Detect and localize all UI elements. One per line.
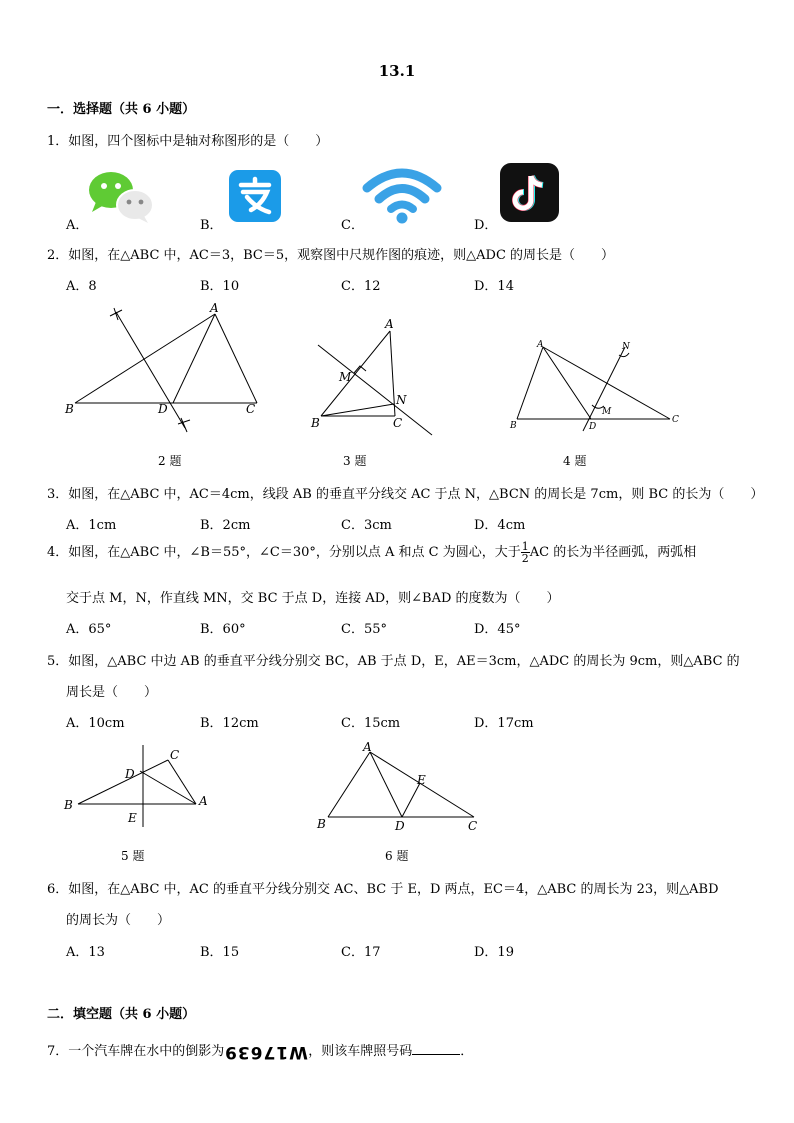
q4-fraction — [521, 541, 530, 564]
caption-fig3: 3 题 — [343, 454, 367, 468]
svg-text:C: C — [672, 415, 679, 425]
q3-option-b: B．2cm — [200, 518, 251, 533]
question-5-line1: 5．如图，△ABC 中边 AB 的垂直平分线分别交 BC，AB 于点 D，E，AE＝3cm，△ADC 的周长为 9cm，则△ABC 的 — [47, 654, 740, 669]
option-a-label: A． — [66, 218, 89, 233]
svg-text:B: B — [510, 421, 517, 431]
svg-text:A: A — [385, 317, 394, 331]
svg-text:E: E — [417, 773, 426, 787]
svg-text:A: A — [537, 340, 544, 350]
svg-text:C: C — [246, 402, 256, 416]
caption-fig4: 4 题 — [563, 454, 587, 468]
svg-text:M: M — [339, 370, 352, 384]
q7-stem-c: ． — [460, 1044, 474, 1059]
q5-option-b: B．12cm — [200, 716, 259, 731]
q6-option-b: B．15 — [200, 945, 240, 960]
q2-option-b: B．10 — [200, 279, 240, 294]
svg-text:D: D — [395, 819, 405, 833]
svg-text:C: C — [468, 819, 478, 833]
q5-option-a: A．10cm — [66, 716, 125, 731]
svg-text:D: D — [125, 767, 135, 781]
svg-text:N: N — [396, 393, 407, 407]
question-6-line1: 6．如图，在△ABC 中，AC 的垂直平分线分别交 AC、BC 于 E，D 两点，EC＝4，△ABC 的周长为 23，则△ABD — [47, 882, 719, 897]
figure-q3 — [305, 315, 445, 435]
caption-fig5: 5 题 — [121, 849, 145, 863]
svg-text:D: D — [589, 422, 597, 432]
question-4-line1 — [47, 541, 696, 564]
figure-q4 — [505, 335, 695, 435]
option-d-label: D． — [474, 218, 498, 233]
svg-text:B: B — [64, 798, 73, 812]
q3-option-d: D．4cm — [474, 518, 526, 533]
question-5-line2: 周长是（ ） — [66, 685, 158, 700]
option-c-label: C． — [341, 218, 364, 233]
svg-text:B: B — [311, 416, 320, 430]
question-6-line2: 的周长为（ ） — [66, 913, 171, 928]
q7-stem-a: 7．一个汽车牌在水中的倒影为 — [47, 1044, 225, 1059]
caption-fig2: 2 题 — [158, 454, 182, 468]
q4-option-b: B．60° — [200, 622, 246, 637]
svg-text:A: A — [363, 740, 372, 754]
page-title: 13.1 — [378, 62, 416, 80]
q3-option-c: C．3cm — [341, 518, 392, 533]
answer-blank[interactable] — [412, 1042, 460, 1055]
q7-stem-b: ，则该车牌照号码 — [308, 1044, 413, 1059]
svg-text:A: A — [210, 301, 219, 315]
svg-text:M: M — [602, 407, 612, 417]
q5-option-c: C．15cm — [341, 716, 401, 731]
q2-option-d: D．14 — [474, 279, 514, 294]
figure-q6 — [310, 740, 490, 835]
q4-option-a: A．65° — [66, 622, 112, 637]
svg-text:B: B — [317, 817, 326, 831]
tiktok-icon — [500, 163, 559, 222]
svg-text:B: B — [65, 402, 74, 416]
question-3: 3．如图，在△ABC 中，AC＝4cm，线段 AB 的垂直平分线交 AC 于点 N，△BCN 的周长是 7cm，则 BC 的长为（ ） — [47, 487, 764, 502]
section-heading-choice: 一．选择题（共 6 小题） — [47, 102, 196, 117]
q6-option-a: A．13 — [66, 945, 105, 960]
wechat-icon — [86, 168, 156, 224]
question-2: 2．如图，在△ABC 中，AC＝3，BC＝5，观察图中尺规作图的痕迹，则△ADC 的周长是（ ） — [47, 248, 615, 263]
q4-frac-num: 1 — [521, 540, 529, 553]
section-heading-fill: 二．填空题（共 6 小题） — [47, 1007, 196, 1022]
q2-option-a: A．8 — [66, 279, 97, 294]
q4-frac-den: 2 — [521, 552, 529, 565]
q6-option-d: D．19 — [474, 945, 514, 960]
alipay-icon — [229, 170, 281, 222]
q4-stem-b: AC 的长为半径画弧，两弧相 — [529, 545, 697, 560]
q3-option-a: A．1cm — [66, 518, 117, 533]
q2-option-c: C．12 — [341, 279, 381, 294]
license-plate-reflection: W17639 — [224, 1041, 309, 1062]
q6-option-c: C．17 — [341, 945, 381, 960]
svg-text:C: C — [170, 748, 180, 762]
q4-option-d: D．45° — [474, 622, 521, 637]
question-4-line2: 交于点 M，N，作直线 MN，交 BC 于点 D，连接 AD，则∠BAD 的度数为（ ） — [66, 591, 560, 606]
svg-text:C: C — [393, 416, 403, 430]
q4-option-c: C．55° — [341, 622, 387, 637]
svg-text:E: E — [128, 811, 137, 825]
question-7 — [47, 1040, 473, 1062]
question-1: 1．如图，四个图标中是轴对称图形的是（ ） — [47, 134, 329, 149]
option-b-label: B． — [200, 218, 223, 233]
svg-text:N: N — [622, 342, 630, 352]
svg-text:A: A — [199, 794, 208, 808]
figure-q5 — [60, 740, 220, 835]
wifi-icon — [363, 166, 441, 224]
q4-stem-a: 4．如图，在△ABC 中，∠B＝55°，∠C＝30°，分别以点 A 和点 C 为圆心，大于 — [47, 545, 521, 560]
caption-fig6: 6 题 — [385, 849, 409, 863]
svg-text:D: D — [158, 402, 168, 416]
q5-option-d: D．17cm — [474, 716, 534, 731]
figure-q2 — [60, 300, 270, 440]
